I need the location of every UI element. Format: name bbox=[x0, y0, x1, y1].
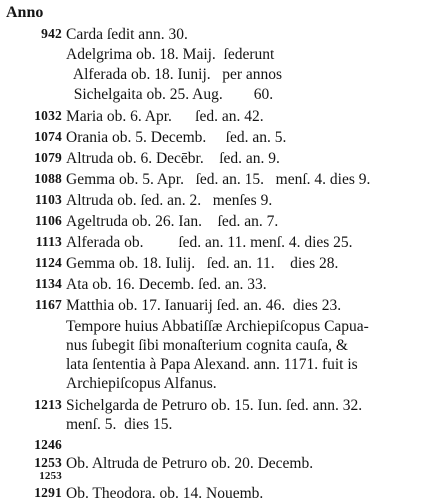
entry-text: Ob. Altruda de Petruro ob. 20. Decemb. bbox=[66, 455, 314, 472]
entry-text: Alferada ob. ſed. an. 11. menſ. 4. dies 25. bbox=[66, 234, 353, 251]
entry-text: Matthia ob. 17. Ianuarij ſed. an. 46. dies 23. bbox=[66, 297, 342, 314]
entry-text: Altruda ob. ſed. an. 2. menſes 9. bbox=[66, 192, 273, 209]
entry-year: 1253 bbox=[34, 455, 62, 470]
matthia-note-line: Tempore huius Abbatiſſæ Archiepiſcopus Capua- bbox=[66, 318, 369, 335]
entry-text: Sichelgaita ob. 25. Aug. 60. bbox=[66, 86, 274, 103]
entry-row bbox=[0, 297, 425, 319]
entry-row bbox=[0, 26, 425, 48]
entry-row bbox=[0, 108, 425, 130]
entry-year: 1088 bbox=[34, 171, 62, 186]
entry-text: Altruda ob. 6. Decēbr. ſed. an. 9. bbox=[66, 150, 280, 167]
entry-year: 942 bbox=[41, 26, 62, 41]
entry-row bbox=[0, 397, 425, 419]
entry-row bbox=[0, 437, 425, 455]
entry-year: 1246 bbox=[34, 437, 62, 452]
entry-text: Ob. Theodora. ob. 14. Nouemb. bbox=[66, 485, 264, 502]
entry-row bbox=[0, 234, 425, 256]
entry-text: Carda ſedit ann. 30. bbox=[66, 26, 188, 43]
anno-heading: Anno bbox=[6, 4, 44, 21]
entry-year: 1213 bbox=[34, 397, 62, 412]
entry-year: 1113 bbox=[35, 234, 62, 249]
matthia-note-line: lata ſententia à Papa Alexand. ann. 1171. fuit is bbox=[66, 356, 358, 373]
matthia-note-line: Archiepiſcopus Alfanus. bbox=[66, 375, 217, 392]
entry-row bbox=[0, 66, 425, 88]
entry-text: Ata ob. 16. Decemb. ſed. an. 33. bbox=[66, 276, 267, 293]
entry-year: 1079 bbox=[34, 150, 62, 165]
entry-row bbox=[0, 129, 425, 151]
entry-row bbox=[0, 150, 425, 172]
entry-text: Alferada ob. 18. Iunij. per annos bbox=[66, 66, 283, 83]
entry-year: 1032 bbox=[34, 108, 62, 123]
entry-year: 1134 bbox=[34, 276, 62, 291]
entry-row bbox=[0, 192, 425, 214]
entry-text: Maria ob. 6. Apr. ſed. an. 42. bbox=[66, 108, 264, 125]
entry-year: 1124 bbox=[34, 255, 62, 270]
entry-text: Ageltruda ob. 26. Ian. ſed. an. 7. bbox=[66, 213, 279, 230]
entry-row bbox=[0, 46, 425, 68]
entry-year: 1074 bbox=[34, 129, 62, 144]
entry-year: 1253 bbox=[39, 470, 62, 482]
entry-row bbox=[0, 470, 425, 484]
entry-row bbox=[0, 86, 425, 108]
entry-year: 1167 bbox=[34, 297, 62, 312]
entry-text: Orania ob. 5. Decemb. ſed. an. 5. bbox=[66, 129, 287, 146]
sichelgarda-note-line: menſ. 5. dies 15. bbox=[66, 416, 173, 433]
entry-row bbox=[0, 171, 425, 193]
entry-row bbox=[0, 255, 425, 277]
entry-text: Adelgrima ob. 18. Maij. ſederunt bbox=[66, 46, 275, 63]
entry-year: 1106 bbox=[34, 213, 62, 228]
entry-text: Gemma ob. 18. Iulij. ſed. an. 11. dies 28. bbox=[66, 255, 339, 272]
entry-year: 1103 bbox=[34, 192, 62, 207]
entry-year: 1291 bbox=[34, 485, 62, 500]
entry-row bbox=[0, 276, 425, 298]
entry-row bbox=[0, 213, 425, 235]
matthia-note-line: nus ſubegit ſibi monaſterium cognita cauſa, & bbox=[66, 337, 348, 354]
entry-text: Gemma ob. 5. Apr. ſed. an. 15. menſ. 4. dies 9. bbox=[66, 171, 371, 188]
entry-text: Sichelgarda de Petruro ob. 15. Iun. ſed. ann. 32. bbox=[66, 397, 363, 414]
